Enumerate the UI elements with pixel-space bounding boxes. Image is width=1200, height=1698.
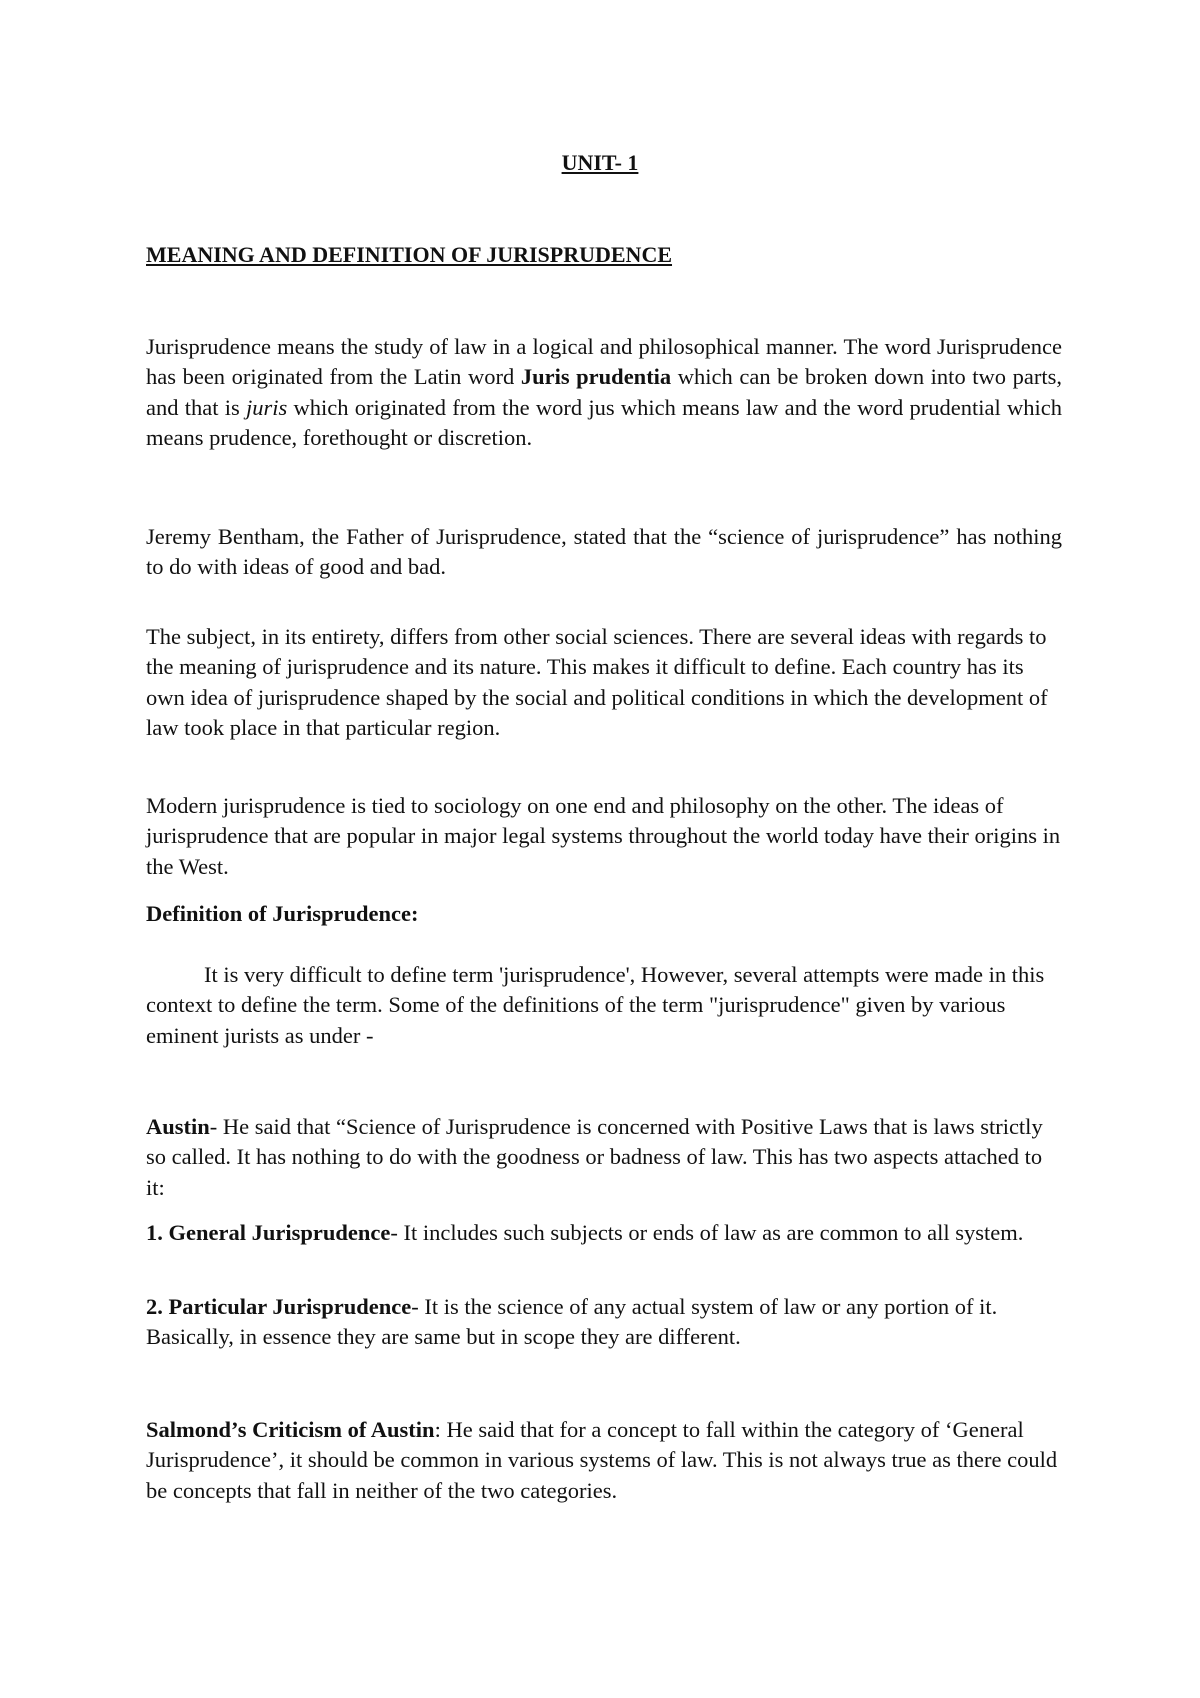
- paragraph-austin: [146, 1112, 1062, 1203]
- austin-label: Austin: [146, 1114, 210, 1139]
- paragraph-meaning-text-1: Jurisprudence means the study of law in a logical and philosophical manner. The word Jurisprudence has been originated from the Latin word: [146, 334, 1062, 390]
- paragraph-definition-intro: It is very difficult to define term 'jurisprudence', However, several attempts were made in this context to define the term. Some of the definitions of the term "jurisprudence" given by various eminent jurists as under -: [146, 962, 1045, 1048]
- definition-heading: Definition of Jurisprudence:: [146, 901, 419, 926]
- list-item-particular-jurisprudence: [146, 1292, 1062, 1353]
- paragraph-meaning-text-3: which originated from the word jus which means law and the word prudential which means prudence, forethought or discretion.: [146, 394, 1063, 451]
- paragraph-meaning-text-2: which can be broken down into two parts, and that is: [146, 364, 1062, 420]
- paragraph-subject: The subject, in its entirety, differs from other social sciences. There are several ideas with regards to the meaning of jurisprudence and its nature. This makes it difficult to define. Each country has its own idea of jurisprudence shaped by the social and political conditions in which the development of law took place in that particular region.: [146, 624, 1048, 741]
- paragraph-modern: Modern jurisprudence is tied to sociology on one end and philosophy on the other. The ideas of jurisprudence that are popular in major legal systems throughout the world today have their origins in the West.: [146, 793, 1061, 879]
- paragraph-bentham: Jeremy Bentham, the Father of Jurisprudence, stated that the “science of jurisprudence” has nothing to do with ideas of good and bad.: [146, 524, 1062, 580]
- general-jurisprudence-text: - It includes such subjects or ends of law as are common to all system.: [390, 1220, 1024, 1245]
- paragraph-salmond: [146, 1415, 1062, 1506]
- salmond-text: : He said that for a concept to fall within the category of ‘General Jurisprudence’, it should be common in various systems of law. This is not always true as there could be concepts that fall in neither of the two categories.: [146, 1417, 1058, 1503]
- paragraph-meaning: [146, 332, 1062, 454]
- particular-jurisprudence-text: - It is the science of any actual system of law or any portion of it. Basically, in essence they are same but in scope they are different.: [146, 1294, 998, 1350]
- main-heading: MEANING AND DEFINITION OF JURISPRUDENCE: [146, 242, 673, 267]
- juris-term: juris: [245, 394, 288, 420]
- juris-prudentia-term: Juris prudentia: [520, 364, 672, 390]
- list-item-general-jurisprudence: [146, 1218, 1062, 1248]
- salmond-label: Salmond’s Criticism of Austin: [146, 1417, 435, 1442]
- austin-text: - He said that “Science of Jurisprudence is concerned with Positive Laws that is laws strictly so called. It has nothing to do with the goodness or badness of law. This has two aspects attached to it:: [146, 1114, 1043, 1200]
- general-jurisprudence-label: 1. General Jurisprudence: [146, 1220, 391, 1245]
- particular-jurisprudence-label: 2. Particular Jurisprudence: [146, 1294, 412, 1319]
- unit-title: UNIT- 1: [561, 150, 639, 175]
